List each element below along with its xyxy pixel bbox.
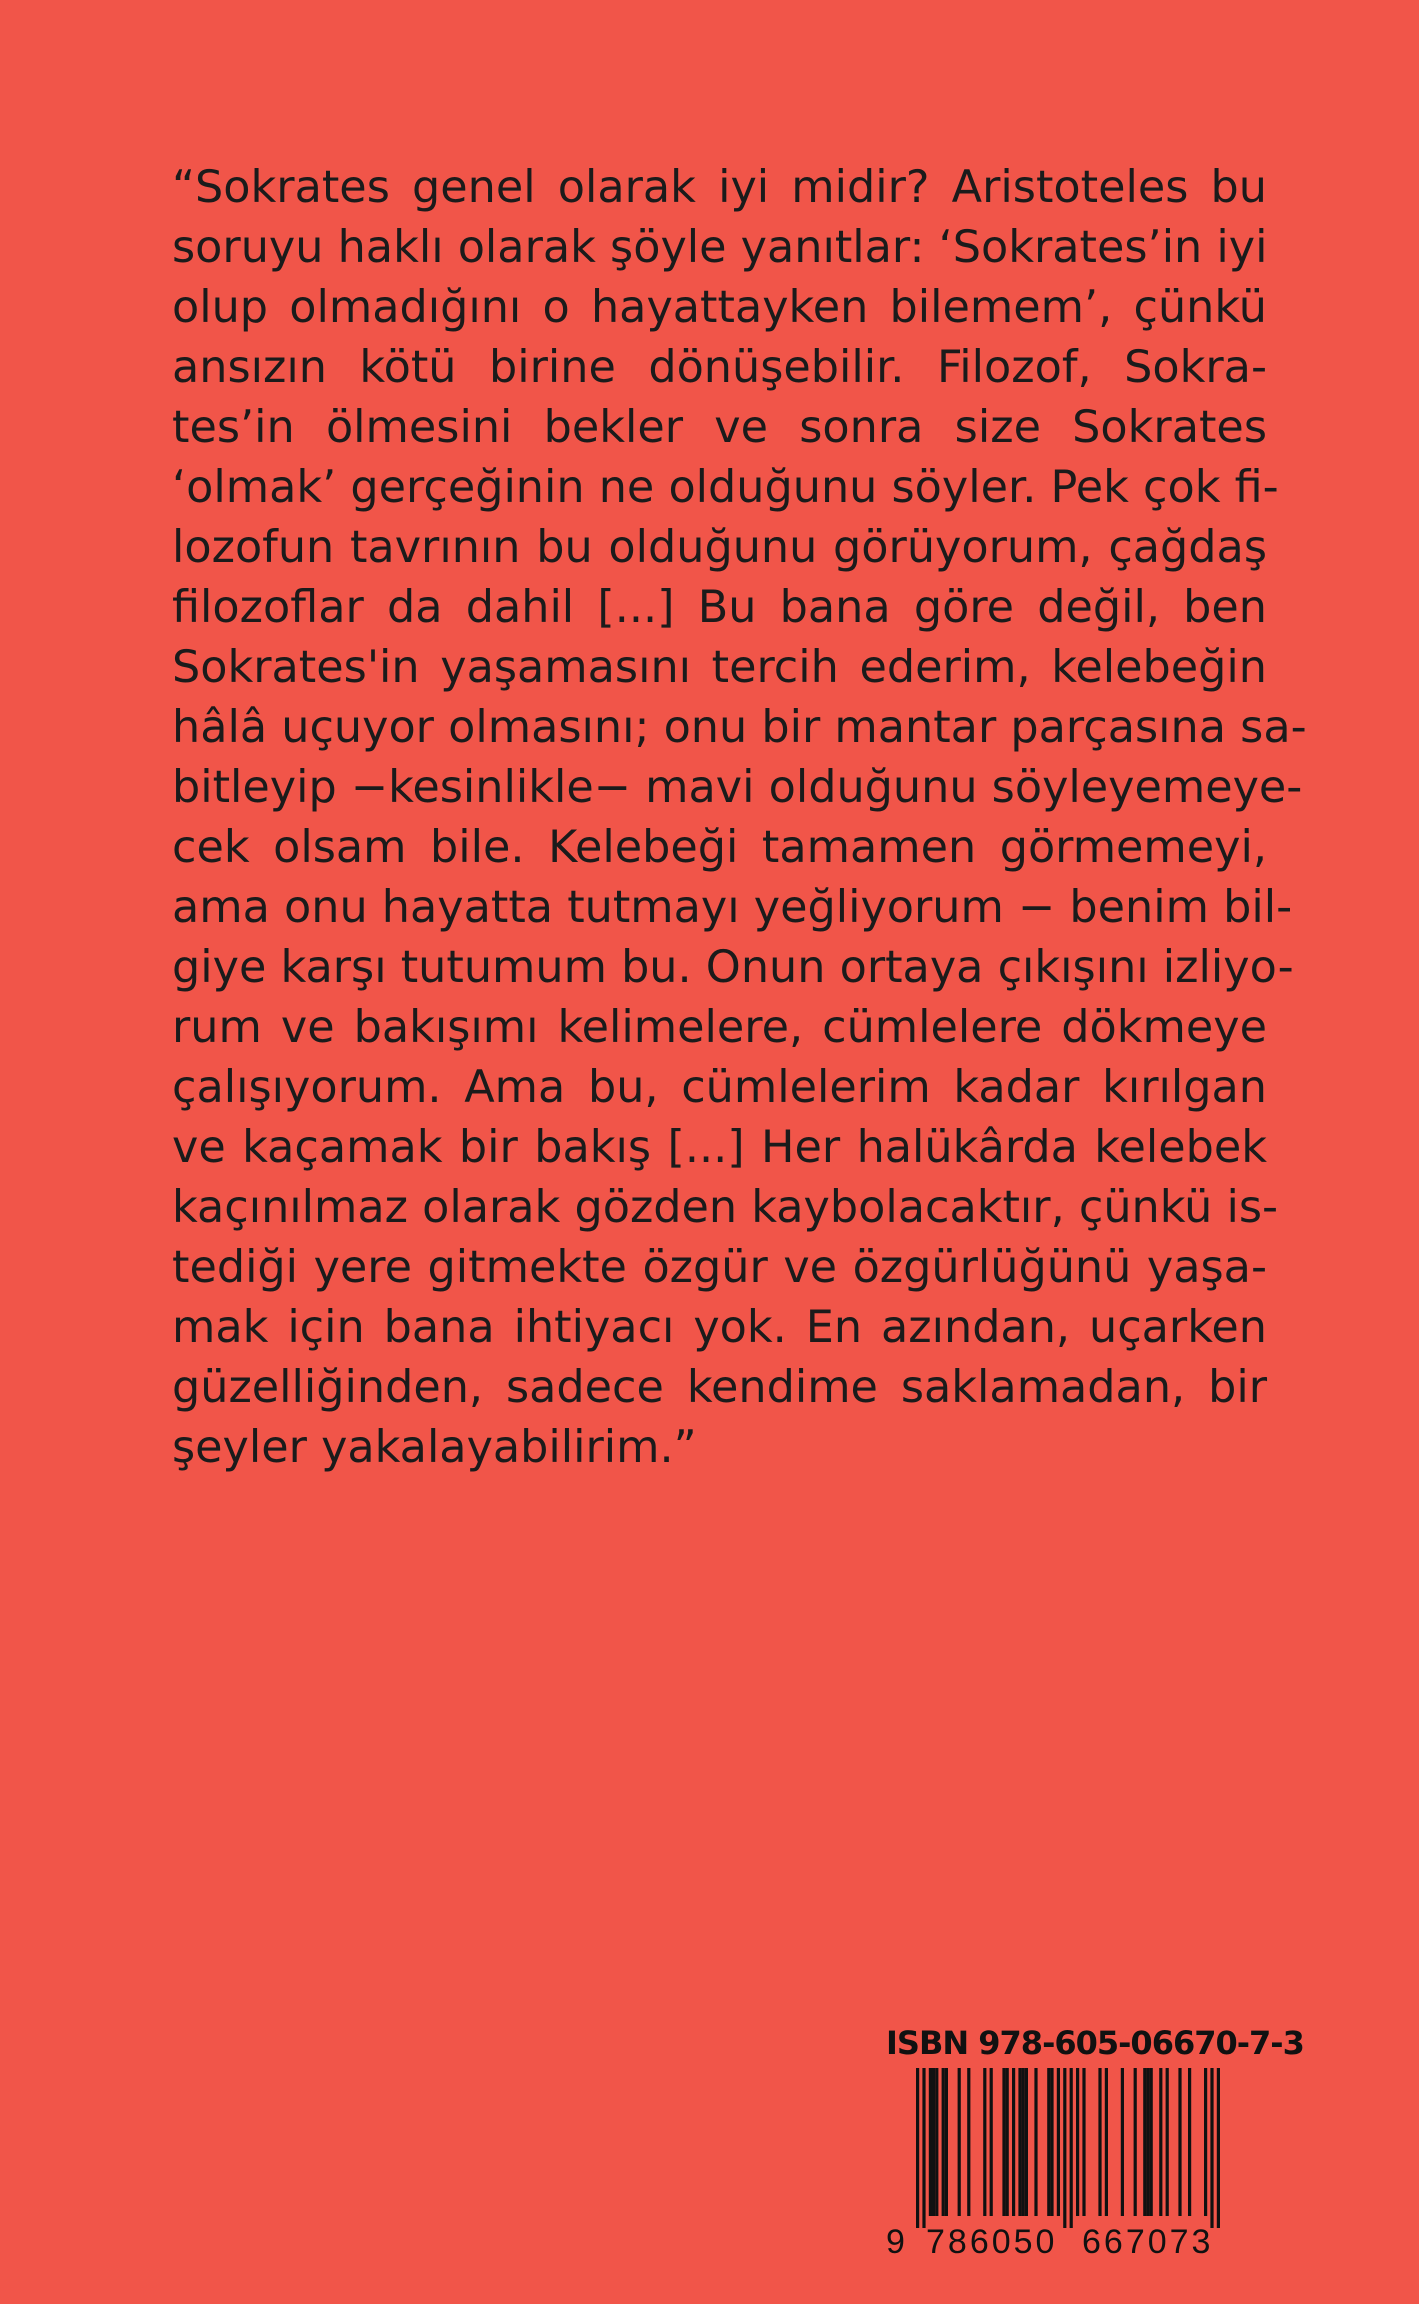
blurb-line: rum ve bakışımı kelimelere, cümlelere dökmeye	[172, 1002, 1267, 1053]
blurb-line: şeyler yakalayabilirim.”	[172, 1422, 697, 1473]
blurb-line: ‘olmak’ gerçeğinin ne olduğunu söyler. Pek çok fi-	[172, 462, 1279, 513]
blurb-line: giye karşı tutumum bu. Onun ortaya çıkışını izliyo-	[172, 942, 1294, 993]
barcode-digit-first: 9	[886, 2223, 905, 2261]
blurb-line: ansızın kötü birine dönüşebilir. Filozof, Sokra-	[172, 342, 1267, 393]
blurb-line: hâlâ uçuyor olmasını; onu bir mantar parçasına sa-	[172, 702, 1307, 753]
blurb-line: olup olmadığını o hayattayken bilemem’, çünkü	[172, 282, 1267, 333]
blurb-line: ama onu hayatta tutmayı yeğliyorum − benim bil-	[172, 882, 1293, 933]
barcode-icon	[886, 2068, 1272, 2228]
isbn-label: ISBN 978-605-06670-7-3	[886, 2024, 1304, 2062]
blurb-line: filozoflar da dahil [...] Bu bana göre değil, ben	[172, 582, 1267, 633]
blurb-line: güzelliğinden, sadece kendime saklamadan, bir	[172, 1362, 1267, 1413]
blurb-line: ve kaçamak bir bakış [...] Her halükârda kelebek	[172, 1122, 1267, 1173]
barcode-digits-right: 667073	[1082, 2223, 1214, 2261]
isbn-barcode-block	[886, 2024, 1304, 2264]
blurb-line: mak için bana ihtiyacı yok. En azından, uçarken	[172, 1302, 1267, 1353]
blurb-line: soruyu haklı olarak şöyle yanıtlar: ‘Sokrates’in iyi	[172, 222, 1268, 273]
blurb-line: Sokrates'in yaşamasını tercih ederim, kelebeğin	[172, 642, 1267, 693]
blurb-line: bitleyip −kesinlikle− mavi olduğunu söyleyemeye-	[172, 762, 1303, 813]
blurb-line: tes’in ölmesini bekler ve sonra size Sokrates	[172, 402, 1267, 453]
blurb-line: çalışıyorum. Ama bu, cümlelerim kadar kırılgan	[172, 1062, 1267, 1113]
blurb-line: tediği yere gitmekte özgür ve özgürlüğünü yaşa-	[172, 1242, 1267, 1293]
blurb-line: cek olsam bile. Kelebeği tamamen görmemeyi,	[172, 822, 1267, 873]
barcode-digits-left: 786050	[926, 2223, 1058, 2261]
back-cover-blurb	[172, 158, 1307, 1478]
blurb-line: kaçınılmaz olarak gözden kaybolacaktır, çünkü is-	[172, 1182, 1279, 1233]
blurb-line: “Sokrates genel olarak iyi midir? Aristoteles bu	[172, 162, 1267, 213]
blurb-line: lozofun tavrının bu olduğunu görüyorum, çağdaş	[172, 522, 1267, 573]
